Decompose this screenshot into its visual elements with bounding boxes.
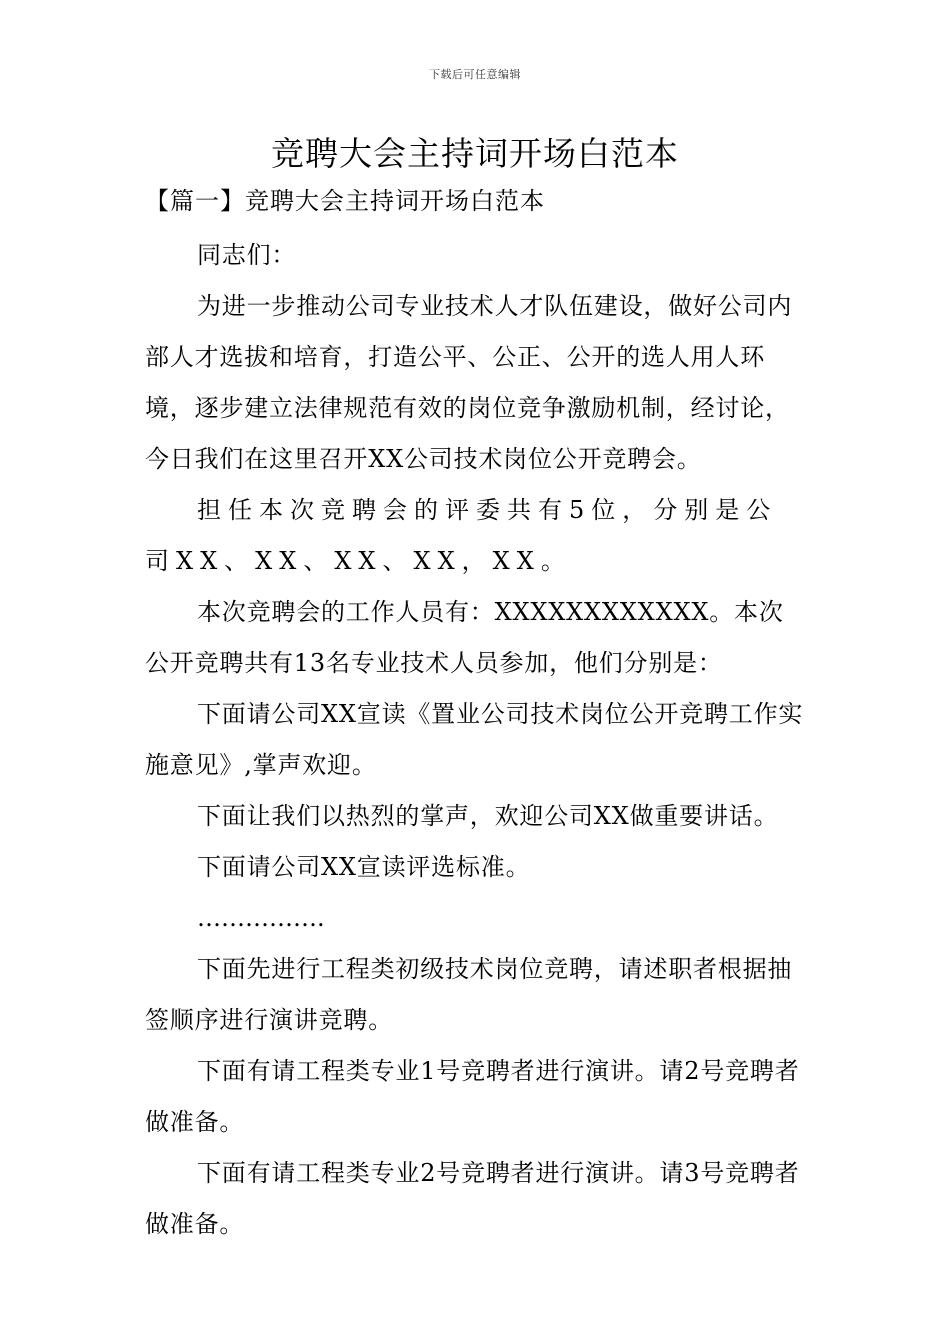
page-header-note: 下载后可任意编辑: [429, 68, 521, 81]
paragraph-criteria: 下面请公司XX宣读评选标准。: [197, 853, 531, 881]
paragraph-purpose: 为进一步推动公司专业技术人才队伍建设，做好公司内部人才选拔和培育，打造公平、公正、公开的选人用人环境，逐步建立法律规范有效的岗位竞争激励机制，经讨论，今日我们在这里召开XX公司技术岗位公开竞聘会。: [145, 292, 793, 473]
paragraph-candidate-2: 下面有请工程类专业2号竞聘者进行演讲。请3号竞聘者做准备。: [145, 1159, 800, 1238]
document-body: [145, 230, 807, 1250]
section-heading: 【篇一】竞聘大会主持词开场白范本: [145, 187, 545, 215]
paragraph-reading-opinion: 下面请公司XX宣读《置业公司技术岗位公开竞聘工作实施意见》,掌声欢迎。: [145, 700, 804, 779]
paragraph-salutation: 同志们：: [197, 241, 297, 269]
paragraph-engineering-start: 下面先进行工程类初级技术岗位竞聘，请述职者根据抽签顺序进行演讲竞聘。: [145, 955, 793, 1034]
paragraph-candidate-1: 下面有请工程类专业1号竞聘者进行演讲。请2号竞聘者做准备。: [145, 1057, 800, 1136]
paragraph-staff: 本次竞聘会的工作人员有：XXXXXXXXXXXX。本次公开竞聘共有13名专业技术人员参加，他们分别是：: [145, 598, 784, 677]
document-title: 竞聘大会主持词开场白范本: [271, 134, 679, 173]
paragraph-ellipsis: …………….: [197, 904, 325, 932]
paragraph-judges: 担任本次竞聘会的评委共有5位，分别是公司XX、XX、XX、XX，XX。: [145, 496, 778, 575]
paragraph-speech: 下面让我们以热烈的掌声，欢迎公司XX做重要讲话。: [197, 802, 779, 830]
